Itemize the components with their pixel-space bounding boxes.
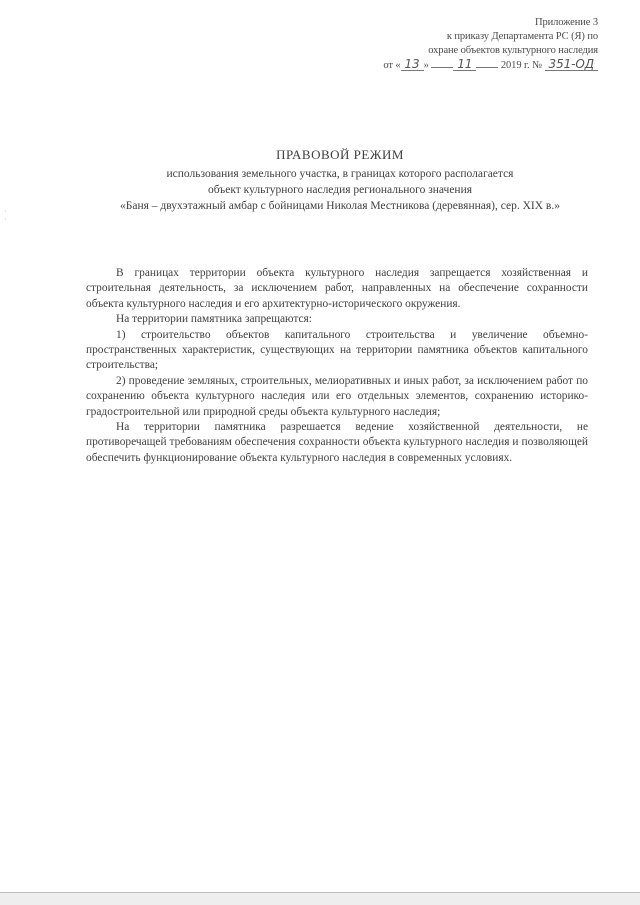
date-month: 11 [453,58,476,71]
appendix-order-ref: к приказу Департамента РС (Я) по [446,31,598,42]
paragraph: На территории памятника запрещаются: [116,313,312,326]
date-day: 13 [401,58,424,71]
document-body [86,266,588,466]
paragraph: 1) строительство объектов капитального строительства и увеличение объемно-пространственных характеристик, существующих на территории памятника объектов капитального строительства; [86,328,588,372]
appendix-date-line [378,58,598,73]
document-title: ПРАВОВОЙ РЕЖИМ [276,147,404,162]
scan-bottom-edge [0,892,640,905]
date-mid: » [423,60,429,71]
date-prefix: от « [383,60,401,71]
subtitle-line: использования земельного участка, в границах которого располагается [166,168,514,180]
title-block [40,146,640,214]
appendix-department: охране объектов культурного наследия [428,45,598,56]
paragraph: 2) проведение земляных, строительных, мелиоративных и иных работ, за исключением работ по сохранению объекта культурного наследия или его отдельных элементов, сохранению историко-градостроительной или природной среды объекта культурного наследия; [86,374,588,418]
order-number: 351-ОД [545,58,598,71]
document-subtitle [40,166,640,214]
appendix-label: Приложение 3 [534,17,598,28]
date-blank-2 [476,58,498,68]
subtitle-line: объект культурного наследия регионального значения [207,184,473,196]
appendix-header [378,16,598,73]
date-year: 2019 г. № [500,60,542,71]
margin-mark: · · [4,207,7,224]
paragraph: На территории памятника разрешается ведение хозяйственной деятельности, не противоречащей требованиям обеспечения сохранности объекта культурного наследия и позволяющей обеспечить функционирование объекта культурного наследия в современных условиях. [86,421,588,464]
date-blank [431,58,453,68]
paragraph: В границах территории объекта культурного наследия запрещается хозяйственная и строительная деятельность, за исключением работ, направленных на обеспечение сохранности объекта культурного наследия и его архитектурно-исторического окружения. [86,267,588,310]
subtitle-line: «Баня – двухэтажный амбар с бойницами Николая Местникова (деревянная), сер. XIX в.» [120,200,560,212]
